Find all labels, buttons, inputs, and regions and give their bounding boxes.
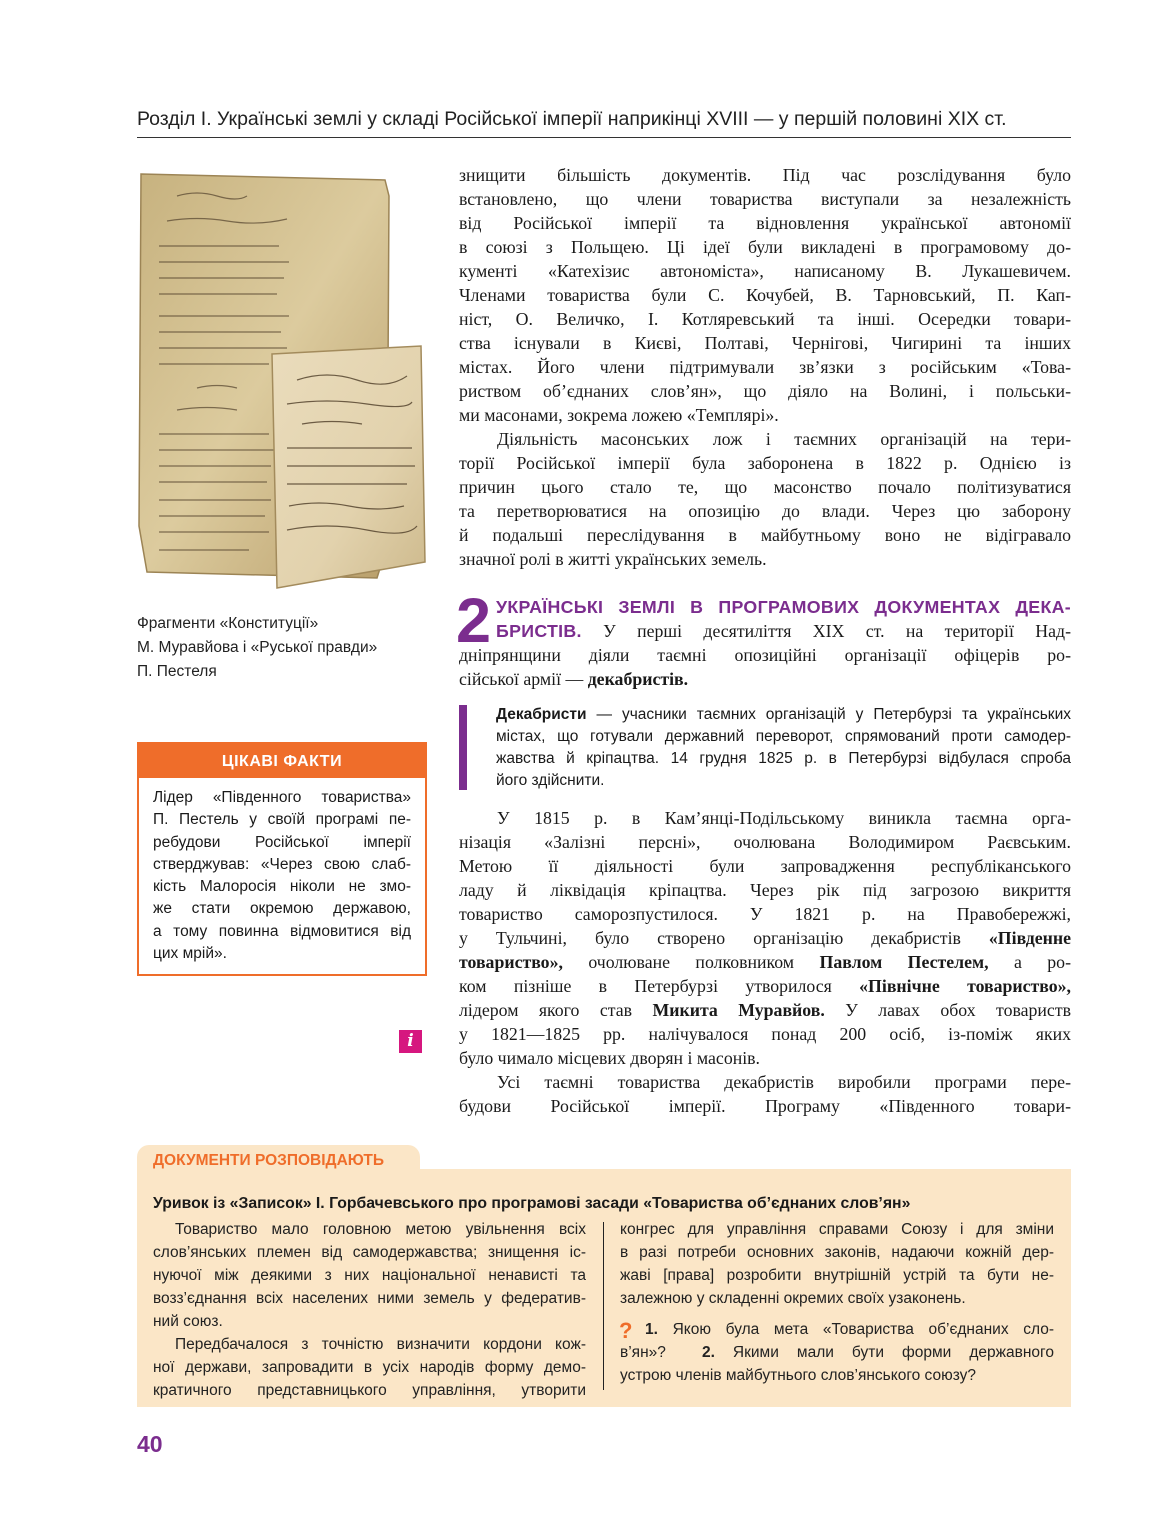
document-line: возз’єднання всіх населених ними земель у федератив- <box>153 1290 586 1307</box>
text-line: знищити більшість документів. Під час розслідування було <box>459 165 1071 185</box>
text-line: в союзі з Польщею. Ці ідеї були викладені в програмовому до- <box>459 237 1071 257</box>
info-icon: i <box>399 1030 422 1053</box>
text-fragment: очолюване полковником <box>562 952 820 972</box>
bold-term: декабристів. <box>587 669 689 689</box>
question-icon: ? <box>619 1318 633 1343</box>
bold-term: товариство», <box>459 952 563 972</box>
facts-line: стверджував: «Через свою слаб- <box>153 855 411 873</box>
section-number: 2 <box>456 586 492 656</box>
text-line: містах. Його члени підтримували зв’язки з російським «Това- <box>459 357 1071 377</box>
caption-line: М. Муравйова і «Руської правди» <box>137 639 378 656</box>
text-line: та перетворюватися на опозицію до влади. Через цю заборону <box>459 501 1071 521</box>
document-line: залежною у складенні окремих своїх узаконень. <box>620 1290 966 1307</box>
document-line: Товариство мало головною метою увільнення всіх <box>175 1221 586 1238</box>
text-fragment: в’ян»? <box>620 1344 702 1361</box>
facts-line: кість Малоросія ніколи не змо- <box>153 878 411 896</box>
definition-line: жавства й кріпацтва. 14 грудня 1825 р. в Петербурзі відбулася спроба <box>496 750 1071 767</box>
definition-line: містах, що готували державний переворот, спрямований проти самодер- <box>496 728 1071 745</box>
text-line: Метою її діяльності були запровадження республіканського <box>459 856 1071 876</box>
text-line: риством об’єднаних слов’ян», що діяло на Волині, і польськи- <box>459 381 1071 401</box>
text-line: кументі «Катехізис автономіста», написаному В. Лукашевичем. <box>459 261 1071 281</box>
facts-line: а тому повинна відмовитися від <box>153 922 411 940</box>
text-line <box>459 669 1071 690</box>
text-fragment: ком пізніше в Петербурзі утворилося <box>459 976 860 996</box>
text-line: нізація «Залізні персні», очолювана Володимиром Раєвським. <box>459 832 1071 852</box>
definition-line: його здійснити. <box>496 772 605 789</box>
running-header: Розділ І. Українські землі у складі Російської імперії наприкінці XVIII — у першій половині XIX ст. <box>137 108 1007 130</box>
text-line: будови Російської імперії. Програму «Південного товари- <box>459 1096 1071 1116</box>
page-number: 40 <box>137 1431 163 1457</box>
facts-line: цих мрій». <box>153 945 227 963</box>
documents-heading: Уривок із «Записок» І. Горбачевського про програмові засади «Товариства об’єднаних слов’ян» <box>153 1195 911 1212</box>
bold-term: Микита Муравйов. <box>652 1000 825 1020</box>
question-number: 2. <box>701 1344 715 1361</box>
document-line: в разі потреби основних законів, надаючи кожній дер- <box>620 1244 1054 1261</box>
column-divider <box>603 1222 604 1390</box>
document-line: Передбачалося з точністю визначити кордони кож- <box>175 1336 586 1353</box>
bold-term: «Південне <box>988 928 1071 948</box>
caption-line: П. Пестеля <box>137 663 217 680</box>
document-line: конгрес для управління справами Союзу і для зміни <box>620 1221 1054 1238</box>
interesting-facts-box <box>137 742 427 976</box>
text-line: дніпрянщини діяли таємні опозиційні організації офіцерів ро- <box>459 645 1071 665</box>
text-line: від Російської імперії та відновлення української автономії <box>459 213 1071 233</box>
text-fragment: лідером якого став <box>459 1000 653 1020</box>
bold-term: «Північне товариство», <box>859 976 1071 996</box>
text-line: Усі таємні товариства декабристів виробили програми пере- <box>497 1072 1071 1092</box>
documents-tab-label: ДОКУМЕНТИ РОЗПОВІДАЮТЬ <box>153 1152 384 1169</box>
caption-line: Фрагменти «Конституції» <box>137 615 319 632</box>
text-fragment: У лавах обох товариств <box>824 1000 1071 1020</box>
definition-bar <box>459 705 467 790</box>
text-line: У 1815 р. в Кам’янці-Подільському виникла таємна орга- <box>497 808 1071 828</box>
question-line: устрою членів майбутнього слов’янського союзу? <box>620 1367 977 1384</box>
definition-term: Декабристи <box>496 706 587 723</box>
document-line: ний союз. <box>153 1313 223 1330</box>
front-page <box>272 346 425 588</box>
document-line: нуючої між деякими з них національної ненависті та <box>153 1267 586 1284</box>
facts-text <box>139 778 425 965</box>
text-fragment: Якими мали бути форми державного <box>714 1344 1054 1361</box>
header-rule <box>137 137 1071 138</box>
text-line: ладу й ліквідація кріпацтва. Через рік під загрозою викриття <box>459 880 1071 900</box>
document-line: ної держави, запровадити в усіх народів форму демо- <box>153 1359 586 1376</box>
text-fragment: У перші десятиліття XIX ст. на території Над- <box>581 621 1071 641</box>
text-line: ніст, О. Величко, І. Котляревський та інші. Осередки товари- <box>459 309 1071 329</box>
facts-line: Лідер «Південного товариства» <box>153 789 411 806</box>
bold-term: Павлом Пестелем, <box>819 952 989 972</box>
facts-line: ребудови Російської імперії <box>153 833 411 851</box>
text-line: Членами товариства були С. Кочубей, В. Тарновський, П. Кап- <box>459 285 1071 305</box>
manuscript-photo <box>137 166 427 594</box>
text-line <box>496 621 1071 642</box>
text-fragment: сійської армії — <box>459 669 588 689</box>
question-line <box>645 1321 1054 1339</box>
text-line <box>459 928 1071 949</box>
document-line: кратичного представницького управління, утворити <box>153 1382 586 1399</box>
document-line: слов’янських племен від самодержавства; знищення іс- <box>153 1244 586 1261</box>
figure-caption <box>137 612 427 684</box>
facts-line: же стати окремою державою, <box>153 900 411 918</box>
definition-line <box>496 706 1071 724</box>
text-line: ства існували в Києві, Полтаві, Чернігові, Чигирині та інших <box>459 333 1071 353</box>
question-number: 1. <box>645 1321 658 1338</box>
text-line <box>459 1000 1071 1021</box>
text-line: встановлено, що члени товариства виступали за незалежність <box>459 189 1071 209</box>
text-line: значної ролі в житті українських земель. <box>459 549 767 569</box>
text-line <box>459 952 1071 973</box>
facts-line: П. Пестель у своїй програмі пе- <box>153 811 411 829</box>
text-line: ми масонами, зокрема ложею «Темплярі». <box>459 405 779 425</box>
question-line <box>620 1344 1054 1362</box>
text-line: торії Російської імперії була заборонена в 1822 р. Однією із <box>459 453 1071 473</box>
text-fragment: у Тульчині, було створено організацію декабристів <box>459 928 989 948</box>
text-line: й подальші переслідування в майбутньому воно не відігравало <box>459 525 1071 545</box>
text-line <box>459 976 1071 997</box>
text-line: було чимало місцевих дворян і масонів. <box>459 1048 761 1068</box>
document-line: жаві [права] розробити внутрішній устрій та бути не- <box>620 1267 1054 1284</box>
text-fragment: — учасники таємних організацій у Петербурзі та українських <box>586 706 1071 723</box>
text-fragment: а ро- <box>988 952 1071 972</box>
text-fragment: Якою була мета «Товариства об’єднаних сло- <box>657 1321 1054 1338</box>
section-title: УКРАЇНСЬКІ ЗЕМЛІ В ПРОГРАМОВИХ ДОКУМЕНТАХ ДЕКА- <box>496 597 1071 617</box>
text-line: причин цього стало те, що масонство почало політизуватися <box>459 477 1071 497</box>
text-line: Діяльність масонських лож і таємних організацій на тери- <box>497 429 1071 449</box>
section-title-end: БРИСТІВ. <box>496 621 582 641</box>
facts-title: ЦІКАВІ ФАКТИ <box>139 744 425 778</box>
text-line: товариство саморозпустилося. У 1821 р. на Правобережжі, <box>459 904 1071 924</box>
text-line: у 1821—1825 рр. налічувалося понад 200 осіб, із-поміж яких <box>459 1024 1071 1044</box>
